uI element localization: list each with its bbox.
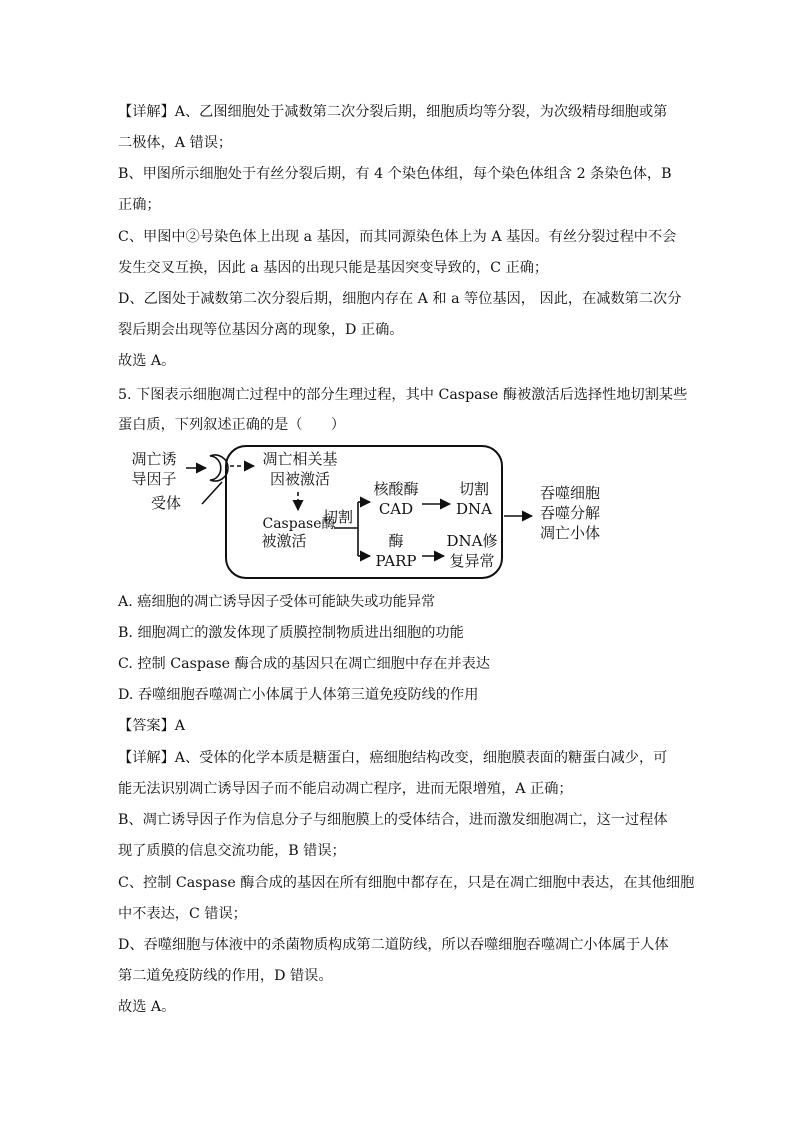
option-b: B. 细胞凋亡的激发体现了质膜控制物质进出细胞的功能 [118,625,464,641]
parp-label: 酶 [388,532,404,550]
phagocyte-label: 吞噬细胞 [539,484,601,502]
phagocyte-label: 吞噬分解 [539,504,601,522]
cut-dna-label: 切割 [458,480,490,498]
answer-line: D、吞噬细胞与体液中的杀菌物质构成第二道防线，所以吞噬细胞吞噬凋亡小体属于人体 [118,937,669,953]
question-stem: 蛋白质，下列叙述正确的是（ ） [118,417,346,433]
answer-line: 能无法识别凋亡诱导因子而不能启动凋亡程序，进而无限增殖，A 正确； [118,781,573,797]
answer-line: 现了质膜的信息交流功能，B 错误； [118,843,346,859]
analysis-line: 【详解】A、乙图细胞处于减数第二次分裂后期，细胞质均等分裂，为次级精母细胞或第 [118,104,668,120]
option-a: A. 癌细胞的凋亡诱导因子受体可能缺失或功能异常 [118,594,436,610]
gene-label: 因被激活 [269,470,331,488]
answer-line: B、凋亡诱导因子作为信息分子与细胞膜上的受体结合，进而激发细胞凋亡，这一过程体 [118,812,668,828]
cut-label: 切割 [322,508,354,526]
repair-label: 复异常 [449,552,495,570]
analysis-line: C、甲图中②号染色体上出现 a 基因，而其同源染色体上为 A 基因。有丝分裂过程中不会 [118,229,677,245]
analysis-line: D、乙图处于减数第二次分裂后期，细胞内存在 A 和 a 等位基因， 因此，在减数第二次分 [118,291,682,307]
receptor-stalk [202,482,222,504]
nuclease-label: CAD [378,500,414,518]
parp-label: PARP [375,552,417,570]
cut-dna-label: DNA [456,500,492,518]
inducer-label: 凋亡诱 [131,450,177,468]
repair-label: DNA修 [446,532,498,550]
caspase-label: Caspase酶 [262,516,336,532]
inducer-label: 导因子 [131,470,177,488]
answer-line: 故选 A。 [118,999,176,1015]
analysis-line: 裂后期会出现等位基因分离的现象，D 正确。 [118,322,404,338]
answer-line: C、控制 Caspase 酶合成的基因在所有细胞中都存在，只是在凋亡细胞中表达，在其他细胞 [118,875,695,891]
nuclease-label: 核酸酶 [373,480,419,498]
analysis-line: 故选 A。 [118,353,176,369]
answer-line: 中不表达，C 错误； [118,906,247,922]
analysis-line: 正确； [118,197,161,213]
answer-line: 第二道免疫防线的作用，D 错误。 [118,968,333,984]
analysis-line: B、甲图所示细胞处于有丝分裂后期，有 4 个染色体组，每个染色体组含 2 条染色体，B [118,166,672,182]
caspase-label: 被激活 [261,532,307,550]
phagocyte-label: 凋亡小体 [539,524,601,542]
gene-label: 凋亡相关基 [262,450,338,468]
answer-label: 【答案】A [118,718,185,734]
option-d: D. 吞噬细胞吞噬凋亡小体属于人体第三道免疫防线的作用 [118,687,479,703]
receptor-label: 受体 [150,494,182,512]
answer-line: 【详解】A、受体的化学本质是糖蛋白，癌细胞结构改变，细胞膜表面的糖蛋白减少，可 [118,750,668,766]
question-stem: 5. 下图表示细胞凋亡过程中的部分生理过程，其中 Caspase 酶被激活后选择性地切割某些 [118,387,688,403]
analysis-line: 二极体，A 错误； [118,135,233,151]
analysis-line: 发生交叉互换，因此 a 基因的出现只能是基因突变导致的，C 正确； [118,260,549,276]
option-c: C. 控制 Caspase 酶合成的基因只在凋亡细胞中存在并表达 [118,656,490,672]
apoptosis-diagram [118,438,638,588]
